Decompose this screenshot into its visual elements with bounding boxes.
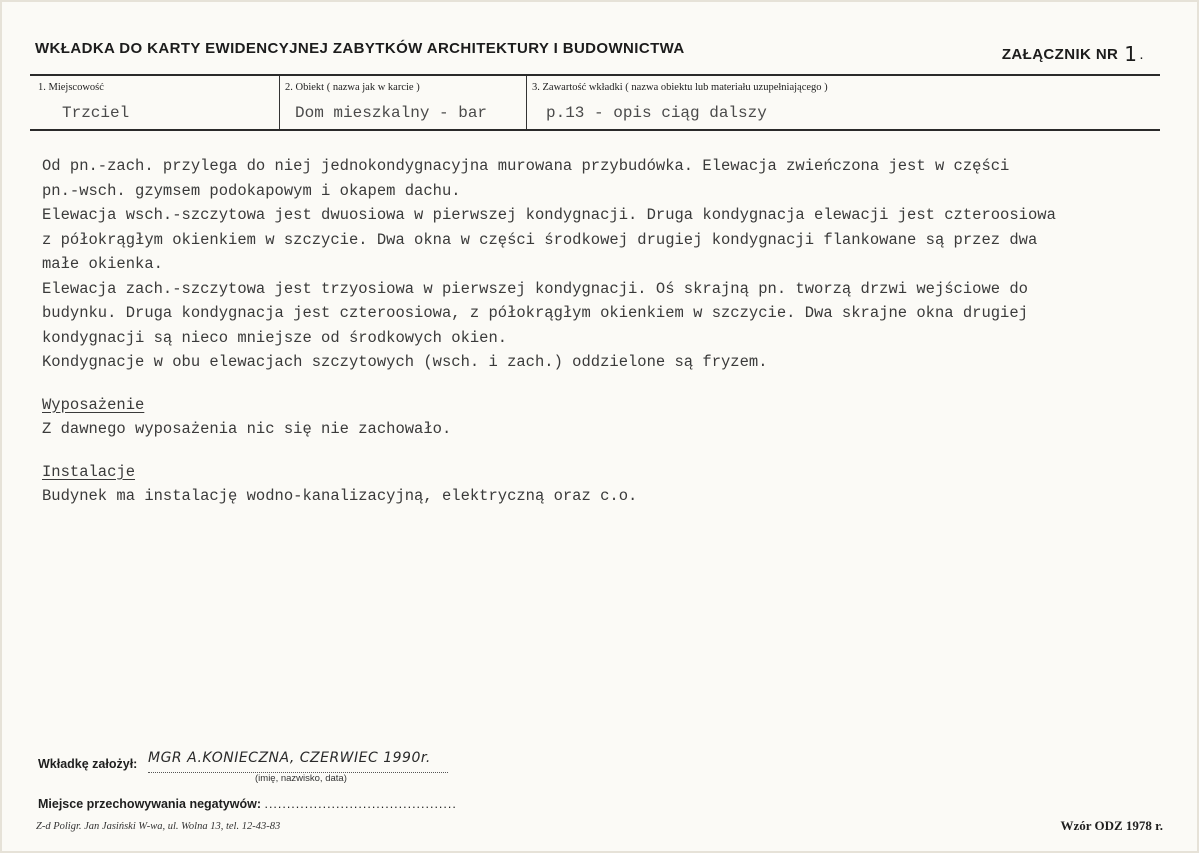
field-divider-2 [526, 76, 527, 129]
locality-label: 1. Miejscowość [38, 82, 104, 93]
attachment-number-value: 1 [1124, 42, 1138, 66]
header-top-rule [30, 74, 1160, 76]
document-title: WKŁADKA DO KARTY EWIDENCYJNEJ ZABYTKÓW ARCHITEKTURY I BUDOWNICTWA [35, 40, 685, 57]
equipment-heading: Wyposażenie [42, 395, 145, 414]
attachment-label: ZAŁĄCZNIK NR [1001, 46, 1119, 63]
content-label: 3. Zawartość wkładki ( nazwa obiektu lub materiału uzupełniającego ) [532, 82, 828, 93]
description-line: kondygnacji są nieco mniejsze od środkowych okien. [42, 328, 508, 347]
locality-value: Trzciel [62, 104, 130, 122]
form-model: Wzór ODZ 1978 r. [1060, 818, 1163, 833]
field-divider-1 [279, 76, 280, 129]
description-line: budynku. Druga kondygnacja jest czteroosiowa, z półokrągłym okienkiem w szczycie. Dwa skrajne okna drugiej [42, 304, 1028, 322]
description-line: Kondygnacje w obu elewacjach szczytowych (wsch. i zach.) oddzielone są fryzem. [42, 353, 768, 371]
description-line: Elewacja zach.-szczytowa jest trzyosiowa w pierwszej kondygnacji. Oś skrajną pn. tworzą drzwi wejściowe do [42, 279, 1028, 298]
negatives-dotted-field: ........................................... [264, 797, 457, 811]
description-line: pn.-wsch. gzymsem podokapowym i okapem dachu. [42, 181, 461, 200]
attachment-number-dot: . [1139, 46, 1144, 63]
author-hint: (imię, nazwisko, data) [255, 773, 347, 784]
negatives-label: Miejsce przechowywania negatywów: [38, 797, 261, 811]
author-label: Wkładkę założył: [38, 757, 138, 771]
header-bottom-rule [30, 129, 1160, 131]
object-label: 2. Obiekt ( nazwa jak w karcie ) [285, 82, 420, 93]
section-gap [42, 442, 1152, 460]
content-value: p.13 - opis ciąg dalszy [546, 104, 767, 122]
equipment-text: Z dawnego wyposażenia nic się nie zachowało. [42, 420, 452, 438]
printer-imprint: Z-d Poligr. Jan Jasiński W-wa, ul. Wolna 13, tel. 12-43-83 [36, 821, 281, 832]
installations-text: Budynek ma instalację wodno-kanalizacyjną, elektryczną oraz c.o. [42, 487, 638, 505]
description-line: Od pn.-zach. przylega do niej jednokondygnacyjna murowana przybudówka. Elewacja zwieńczona jest w części [42, 157, 1010, 175]
description-line: Elewacja wsch.-szczytowa jest dwuosiowa w pierwszej kondygnacji. Druga kondygnacja elewacji jest czteroosiowa [42, 206, 1056, 224]
author-handwritten-value: MGR A.KONIECZNA, CZERWIEC 1990r. [148, 750, 431, 766]
object-value: Dom mieszkalny - bar [295, 104, 488, 122]
description-line: z półokrągłym okienkiem w szczycie. Dwa okna w części środkowej drugiej kondygnacji flankowane są przez dwa [42, 230, 1038, 249]
description-body [42, 154, 1152, 509]
installations-heading: Instalacje [42, 462, 136, 481]
negatives-location [38, 797, 457, 811]
description-line: małe okienka. [42, 255, 163, 273]
section-gap [42, 375, 1152, 393]
attachment-number [1002, 40, 1144, 64]
